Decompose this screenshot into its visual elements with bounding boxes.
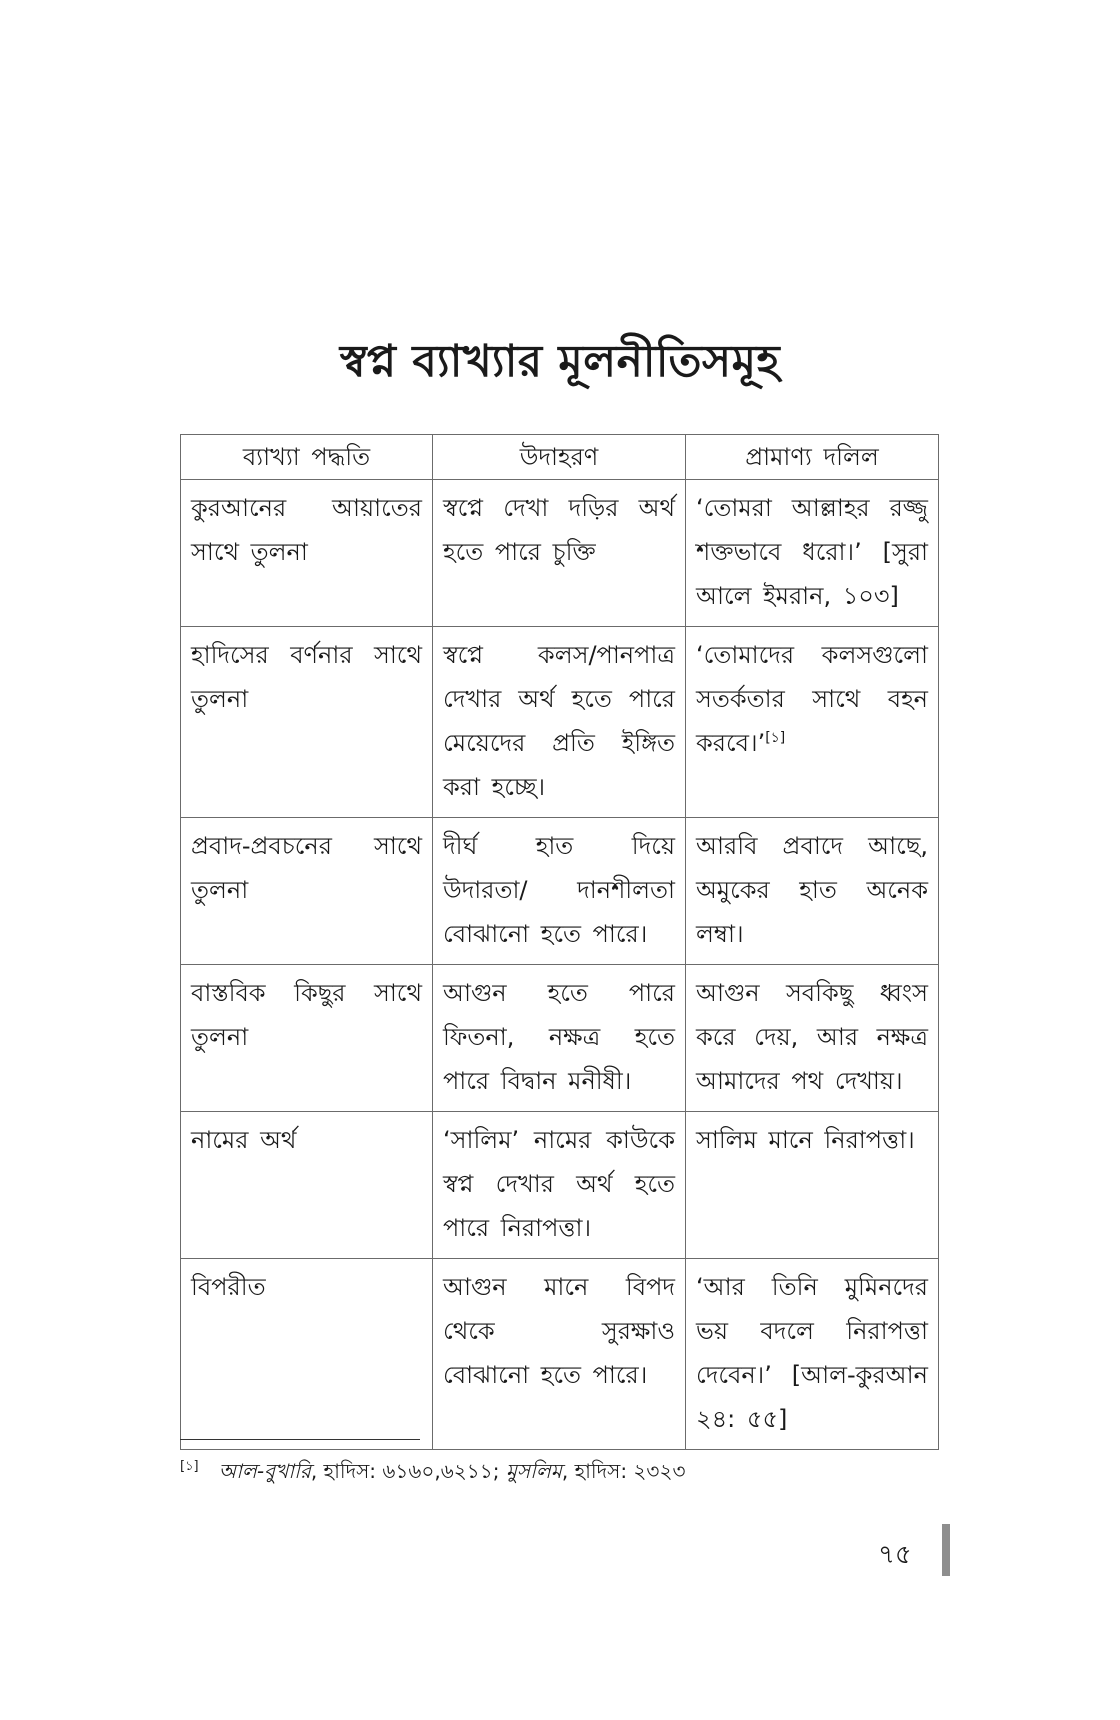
page-title: স্বপ্ন ব্যাখ্যার মূলনীতিসমূহ	[339, 336, 781, 387]
evidence-cell: ‘আর তিনি মুমিনদের ভয় বদলে নিরাপত্তা দেবেন।’ [আল-কুরআন ২৪: ৫৫]	[686, 1259, 939, 1450]
footnote-source-muslim: মুসলিম	[505, 1459, 562, 1483]
example-cell: স্বপ্নে কলস/পানপাত্র দেখার অর্থ হতে পারে মেয়েদের প্রতি ইঙ্গিত করা হচ্ছে।	[433, 627, 686, 818]
method-cell: বিপরীত	[181, 1259, 433, 1450]
table-row	[181, 627, 939, 818]
example-cell: আগুন মানে বিপদ থেকে সুরক্ষাও বোঝানো হতে পারে।	[433, 1259, 686, 1450]
table-row	[181, 1112, 939, 1259]
example-cell: দীর্ঘ হাত দিয়ে উদারতা/ দানশীলতা বোঝানো হতে পারে।	[433, 818, 686, 965]
example-cell: স্বপ্নে দেখা দড়ির অর্থ হতে পারে চুক্তি	[433, 480, 686, 627]
footnote-source-bukhari: আল-বুখারি	[218, 1459, 311, 1483]
example-cell: ‘সালিম’ নামের কাউকে স্বপ্ন দেখার অর্থ হতে পারে নিরাপত্তা।	[433, 1112, 686, 1259]
footnote-text-1: , হাদিস: ৬১৬০,৬২১১;	[310, 1459, 506, 1483]
column-header-example: উদাহরণ	[433, 435, 686, 480]
table-row	[181, 1259, 939, 1450]
footnote-text-2: , হাদিস: ২৩২৩	[561, 1459, 686, 1483]
method-cell: কুরআনের আয়াতের সাথে তুলনা	[181, 480, 433, 627]
footnote-marker: [১]	[180, 1459, 199, 1475]
footnote-divider	[180, 1439, 420, 1440]
column-header-evidence: প্রামাণ্য দলিল	[686, 435, 939, 480]
table-header-row	[181, 435, 939, 480]
column-header-method: ব্যাখ্যা পদ্ধতি	[181, 435, 433, 480]
footnote-reference[interactable]: [১]	[765, 730, 786, 746]
method-cell: নামের অর্থ	[181, 1112, 433, 1259]
evidence-cell: আগুন সবকিছু ধ্বংস করে দেয়, আর নক্ষত্র আমাদের পথ দেখায়।	[686, 965, 939, 1112]
method-cell: হাদিসের বর্ণনার সাথে তুলনা	[181, 627, 433, 818]
evidence-cell: আরবি প্রবাদে আছে, অমুকের হাত অনেক লম্বা।	[686, 818, 939, 965]
evidence-text: ‘তোমাদের কলসগুলো সতর্কতার সাথে বহন করবে।’	[696, 641, 928, 757]
example-cell: আগুন হতে পারে ফিতনা, নক্ষত্র হতে পারে বিদ্বান মনীষী।	[433, 965, 686, 1112]
table-row	[181, 965, 939, 1112]
footnote	[180, 1456, 685, 1486]
page-number: ৭৫	[878, 1540, 912, 1570]
table-row	[181, 480, 939, 627]
table-row	[181, 818, 939, 965]
method-cell: বাস্তবিক কিছুর সাথে তুলনা	[181, 965, 433, 1112]
evidence-cell: সালিম মানে নিরাপত্তা।	[686, 1112, 939, 1259]
evidence-cell	[686, 627, 939, 818]
method-cell: প্রবাদ-প্রবচনের সাথে তুলনা	[181, 818, 433, 965]
page-edge-marker	[942, 1524, 950, 1576]
principles-table	[180, 434, 939, 1450]
evidence-cell: ‘তোমরা আল্লাহর রজ্জু শক্তভাবে ধরো।’ [সুরা আলে ইমরান, ১০৩]	[686, 480, 939, 627]
